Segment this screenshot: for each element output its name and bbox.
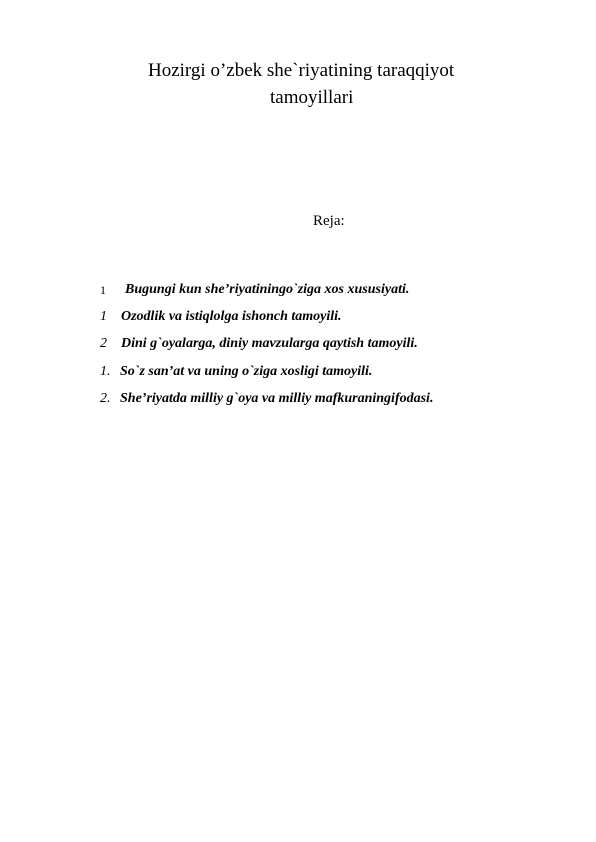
plan-item-text: She’riyatda milliy g`oya va milliy mafkuraningifodasi.: [120, 391, 434, 406]
plan-item-number: 2.: [100, 391, 111, 406]
plan-item: [100, 364, 373, 380]
plan-item-text: So`z san’at va uning o`ziga xosligi tamoyili.: [120, 364, 373, 379]
plan-item-number: 1.: [100, 364, 111, 379]
plan-item-number: 2: [100, 336, 107, 351]
plan-item: [100, 282, 410, 299]
plan-item: [100, 391, 434, 407]
document-title-line-2: tamoyillari: [270, 87, 354, 108]
plan-heading: Reja:: [313, 213, 345, 229]
plan-item-text: Bugungi kun she’riyatiningo`ziga xos xususiyati.: [125, 282, 410, 297]
plan-item-number: 1: [100, 309, 107, 324]
plan-item-text: Dini g`oyalarga, diniy mavzularga qaytish tamoyili.: [121, 336, 418, 351]
plan-item-text: Ozodlik va istiqlolga ishonch tamoyili.: [121, 309, 342, 324]
plan-item: [100, 336, 418, 352]
document-title-line-1: Hozirgi o’zbek she`riyatining taraqqiyot: [148, 60, 455, 81]
plan-item-number: 1: [100, 283, 106, 297]
plan-item: [100, 309, 342, 325]
